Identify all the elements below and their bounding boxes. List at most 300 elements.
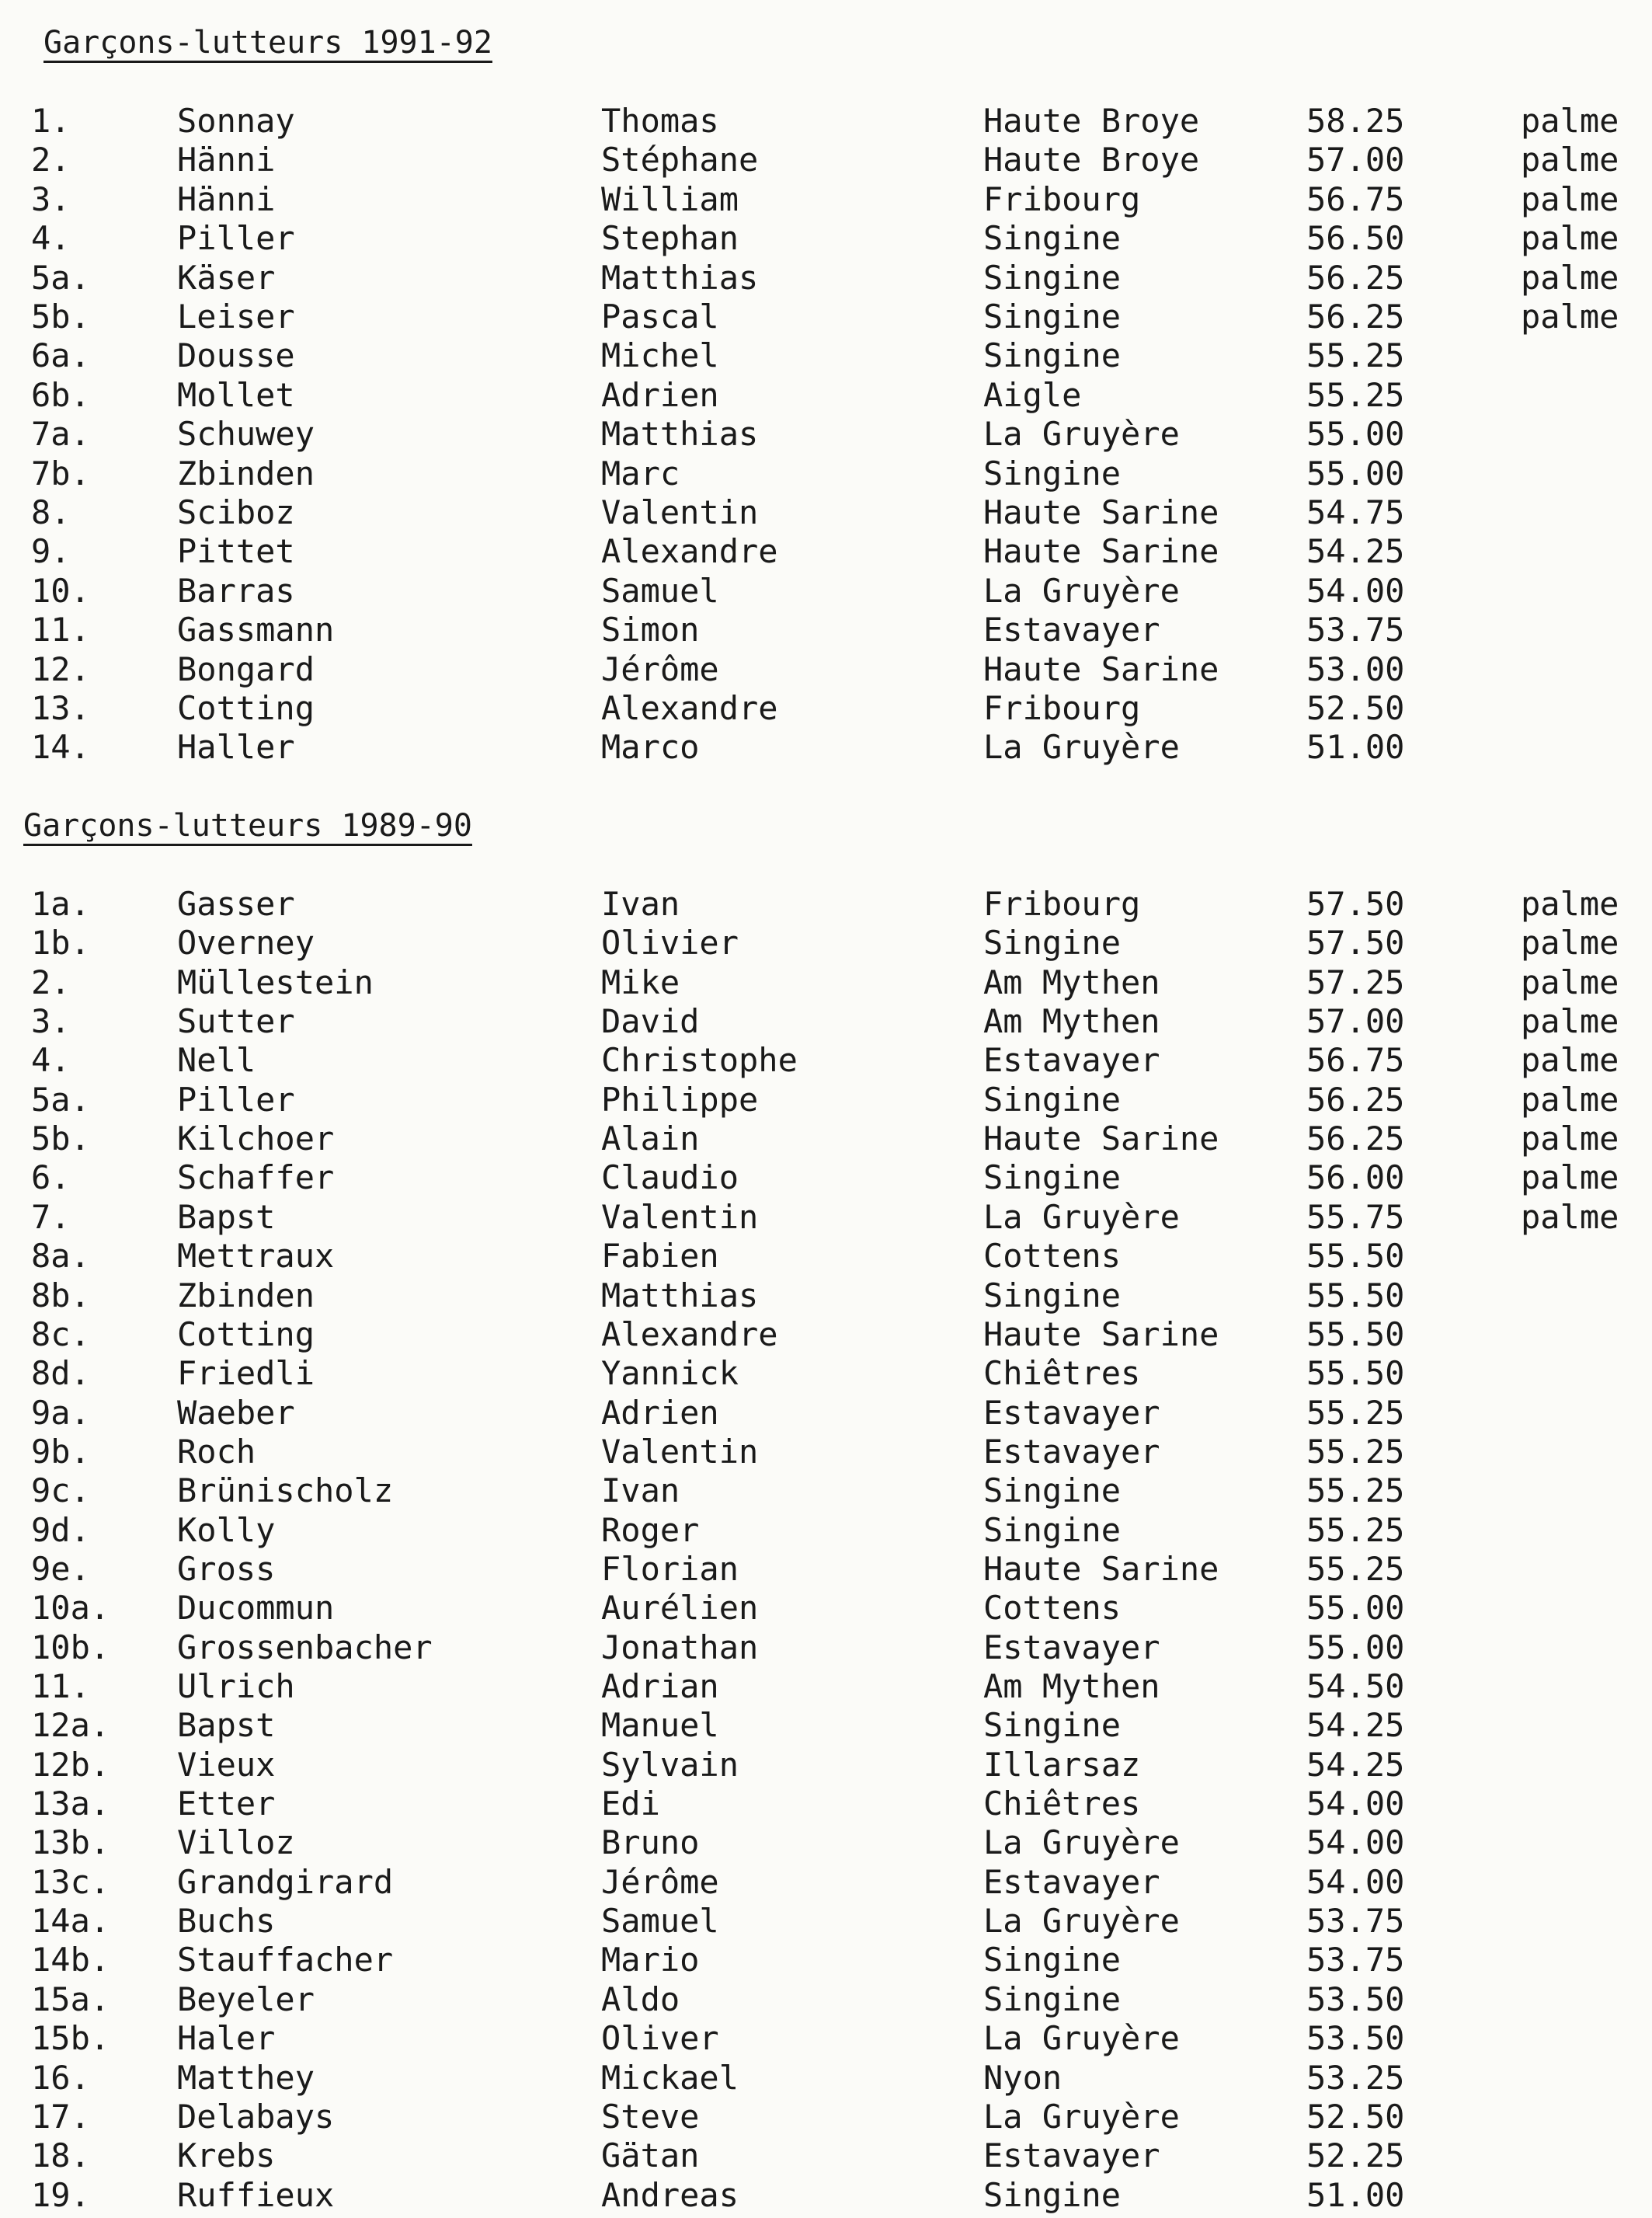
last-name-cell: Käser: [177, 258, 276, 297]
result-row: [0, 1784, 1652, 1823]
result-row: [0, 493, 1652, 532]
club-cell: Haute Sarine: [983, 493, 1219, 531]
score-cell: 57.00: [1306, 1002, 1405, 1041]
score-cell: 56.25: [1306, 1080, 1405, 1119]
first-name-cell: Olivier: [601, 924, 739, 963]
score-cell: 55.50: [1306, 1354, 1405, 1393]
first-name-cell: Alexandre: [601, 689, 778, 727]
result-row: [0, 2059, 1652, 2098]
rank-cell: 5a.: [31, 1080, 90, 1119]
rank-cell: 9c.: [31, 1471, 90, 1510]
club-cell: Chiêtres: [983, 1354, 1141, 1393]
club-cell: Cottens: [983, 1589, 1122, 1628]
result-row: [0, 376, 1652, 415]
result-row: [0, 728, 1652, 767]
score-cell: 54.00: [1306, 1784, 1405, 1823]
first-name-cell: Claudio: [601, 1158, 739, 1197]
score-cell: 56.25: [1306, 1119, 1405, 1158]
score-cell: 55.50: [1306, 1237, 1405, 1276]
score-cell: 54.00: [1306, 1823, 1405, 1862]
first-name-cell: Samuel: [601, 1902, 719, 1941]
rank-cell: 11.: [31, 1667, 90, 1705]
last-name-cell: Sutter: [177, 1002, 295, 1041]
rank-cell: 1.: [31, 102, 71, 140]
score-cell: 55.50: [1306, 1276, 1405, 1314]
last-name-cell: Nell: [177, 1041, 256, 1080]
rank-cell: 7a.: [31, 415, 90, 454]
first-name-cell: William: [601, 179, 739, 218]
first-name-cell: Valentin: [601, 1432, 759, 1471]
rank-cell: 8d.: [31, 1354, 90, 1393]
rank-cell: 13b.: [31, 1823, 110, 1862]
rank-cell: 18.: [31, 2136, 90, 2175]
result-row: [0, 2098, 1652, 2136]
first-name-cell: Manuel: [601, 1706, 719, 1745]
last-name-cell: Matthey: [177, 2058, 315, 2097]
first-name-cell: Aurélien: [601, 1589, 759, 1628]
rank-cell: 9e.: [31, 1549, 90, 1588]
score-cell: 53.75: [1306, 1902, 1405, 1941]
club-cell: Singine: [983, 1941, 1122, 1979]
club-cell: Haute Sarine: [983, 649, 1219, 688]
award-cell: palme: [1521, 141, 1619, 179]
rank-cell: 14b.: [31, 1941, 110, 1979]
first-name-cell: Edi: [601, 1784, 660, 1823]
last-name-cell: Pittet: [177, 532, 295, 571]
first-name-cell: Mickael: [601, 2058, 739, 2097]
last-name-cell: Overney: [177, 924, 315, 963]
first-name-cell: Matthias: [601, 415, 759, 454]
club-cell: La Gruyère: [983, 2019, 1180, 2058]
result-row: [0, 180, 1652, 219]
last-name-cell: Ducommun: [177, 1589, 335, 1628]
club-cell: Am Mythen: [983, 1002, 1160, 1041]
club-cell: Fribourg: [983, 885, 1141, 923]
rank-cell: 13.: [31, 689, 90, 727]
score-cell: 56.00: [1306, 1158, 1405, 1197]
award-cell: palme: [1521, 1002, 1619, 1041]
first-name-cell: Florian: [601, 1549, 739, 1588]
score-cell: 57.25: [1306, 963, 1405, 1001]
first-name-cell: Steve: [601, 2097, 700, 2136]
club-cell: Singine: [983, 1510, 1122, 1549]
last-name-cell: Piller: [177, 1080, 295, 1119]
score-cell: 54.50: [1306, 1667, 1405, 1705]
section-title: Garçons-lutteurs 1989-90: [23, 808, 472, 844]
last-name-cell: Bongard: [177, 649, 315, 688]
club-cell: Singine: [983, 454, 1122, 493]
score-cell: 53.75: [1306, 1941, 1405, 1979]
club-cell: Singine: [983, 1158, 1122, 1197]
score-cell: 54.75: [1306, 493, 1405, 531]
last-name-cell: Grossenbacher: [177, 1628, 433, 1666]
result-row: [0, 532, 1652, 571]
club-cell: La Gruyère: [983, 1823, 1180, 1862]
last-name-cell: Haller: [177, 728, 295, 767]
club-cell: Singine: [983, 2175, 1122, 2214]
result-row: [0, 1433, 1652, 1471]
rank-cell: 12b.: [31, 1745, 110, 1784]
rank-cell: 13a.: [31, 1784, 110, 1823]
result-row: [0, 1706, 1652, 1745]
last-name-cell: Piller: [177, 219, 295, 258]
score-cell: 55.25: [1306, 1432, 1405, 1471]
score-cell: 55.25: [1306, 1549, 1405, 1588]
club-cell: Cottens: [983, 1237, 1122, 1276]
rank-cell: 16.: [31, 2058, 90, 2097]
rank-cell: 3.: [31, 179, 71, 218]
first-name-cell: Ivan: [601, 1471, 680, 1510]
first-name-cell: Ivan: [601, 885, 680, 923]
award-cell: palme: [1521, 1119, 1619, 1158]
first-name-cell: Fabien: [601, 1237, 719, 1276]
first-name-cell: Roger: [601, 1510, 700, 1549]
score-cell: 53.00: [1306, 649, 1405, 688]
rank-cell: 9a.: [31, 1393, 90, 1432]
result-row: [0, 1980, 1652, 2019]
rank-cell: 15a.: [31, 1979, 110, 2018]
result-row: [0, 1863, 1652, 1902]
first-name-cell: Gätan: [601, 2136, 700, 2175]
first-name-cell: Jérôme: [601, 649, 719, 688]
rank-cell: 10a.: [31, 1589, 110, 1628]
club-cell: Estavayer: [983, 1041, 1160, 1080]
first-name-cell: Adrien: [601, 375, 719, 414]
rank-cell: 8a.: [31, 1237, 90, 1276]
club-cell: Estavayer: [983, 611, 1160, 649]
first-name-cell: Thomas: [601, 102, 719, 140]
first-name-cell: Stephan: [601, 219, 739, 258]
section-title: Garçons-lutteurs 1991-92: [43, 25, 492, 61]
club-cell: Singine: [983, 258, 1122, 297]
result-row: [0, 1198, 1652, 1237]
result-row: [0, 141, 1652, 179]
score-cell: 56.25: [1306, 258, 1405, 297]
result-row: [0, 1158, 1652, 1197]
rank-cell: 9.: [31, 532, 71, 571]
club-cell: Fribourg: [983, 179, 1141, 218]
first-name-cell: Adrian: [601, 1667, 719, 1705]
score-cell: 55.25: [1306, 375, 1405, 414]
first-name-cell: Stéphane: [601, 141, 759, 179]
last-name-cell: Bapst: [177, 1197, 276, 1236]
score-cell: 54.25: [1306, 532, 1405, 571]
last-name-cell: Grandgirard: [177, 1862, 394, 1901]
club-cell: Am Mythen: [983, 1667, 1160, 1705]
result-row: [0, 2176, 1652, 2215]
rank-cell: 8.: [31, 493, 71, 531]
result-row: [0, 611, 1652, 649]
result-row: [0, 689, 1652, 728]
result-row: [0, 572, 1652, 611]
club-cell: La Gruyère: [983, 1197, 1180, 1236]
last-name-cell: Kolly: [177, 1510, 276, 1549]
first-name-cell: Samuel: [601, 571, 719, 610]
score-cell: 55.75: [1306, 1197, 1405, 1236]
result-row: [0, 1394, 1652, 1433]
result-row: [0, 1471, 1652, 1510]
rank-cell: 7b.: [31, 454, 90, 493]
club-cell: La Gruyère: [983, 571, 1180, 610]
score-cell: 58.25: [1306, 102, 1405, 140]
score-cell: 55.25: [1306, 336, 1405, 375]
result-row: [0, 2136, 1652, 2175]
score-cell: 51.00: [1306, 2175, 1405, 2214]
club-cell: Singine: [983, 1276, 1122, 1314]
first-name-cell: Yannick: [601, 1354, 739, 1393]
score-cell: 52.25: [1306, 2136, 1405, 2175]
score-cell: 55.00: [1306, 1589, 1405, 1628]
score-cell: 55.00: [1306, 454, 1405, 493]
first-name-cell: Aldo: [601, 1979, 680, 2018]
rank-cell: 6.: [31, 1158, 71, 1197]
rank-cell: 7.: [31, 1197, 71, 1236]
first-name-cell: Mike: [601, 963, 680, 1001]
club-cell: Estavayer: [983, 1432, 1160, 1471]
last-name-cell: Beyeler: [177, 1979, 315, 2018]
result-row: [0, 1628, 1652, 1667]
last-name-cell: Roch: [177, 1432, 256, 1471]
score-cell: 55.25: [1306, 1393, 1405, 1432]
score-cell: 56.50: [1306, 219, 1405, 258]
result-row: [0, 963, 1652, 1002]
result-row: [0, 1354, 1652, 1393]
rank-cell: 10b.: [31, 1628, 110, 1666]
score-cell: 55.50: [1306, 1314, 1405, 1353]
last-name-cell: Sonnay: [177, 102, 295, 140]
result-row: [0, 454, 1652, 493]
last-name-cell: Mollet: [177, 375, 295, 414]
last-name-cell: Ruffieux: [177, 2175, 335, 2214]
result-row: [0, 1002, 1652, 1041]
last-name-cell: Stauffacher: [177, 1941, 394, 1979]
first-name-cell: Christophe: [601, 1041, 798, 1080]
award-cell: palme: [1521, 924, 1619, 963]
first-name-cell: Pascal: [601, 298, 719, 336]
club-cell: Singine: [983, 1706, 1122, 1745]
last-name-cell: Gasser: [177, 885, 295, 923]
club-cell: Haute Sarine: [983, 1549, 1219, 1588]
club-cell: Fribourg: [983, 689, 1141, 727]
first-name-cell: Jonathan: [601, 1628, 759, 1666]
score-cell: 57.00: [1306, 141, 1405, 179]
score-cell: 55.00: [1306, 1628, 1405, 1666]
first-name-cell: Oliver: [601, 2019, 719, 2058]
last-name-cell: Schuwey: [177, 415, 315, 454]
rank-cell: 6a.: [31, 336, 90, 375]
result-row: [0, 1511, 1652, 1550]
result-row: [0, 336, 1652, 375]
club-cell: La Gruyère: [983, 728, 1180, 767]
score-cell: 54.00: [1306, 1862, 1405, 1901]
last-name-cell: Zbinden: [177, 1276, 315, 1314]
club-cell: Estavayer: [983, 2136, 1160, 2175]
club-cell: La Gruyère: [983, 1902, 1180, 1941]
rank-cell: 9b.: [31, 1432, 90, 1471]
last-name-cell: Friedli: [177, 1354, 315, 1393]
score-cell: 53.50: [1306, 1979, 1405, 2018]
last-name-cell: Mettraux: [177, 1237, 335, 1276]
rank-cell: 1b.: [31, 924, 90, 963]
result-row: [0, 298, 1652, 336]
club-cell: Singine: [983, 219, 1122, 258]
result-row: [0, 1667, 1652, 1706]
award-cell: palme: [1521, 219, 1619, 258]
club-cell: Estavayer: [983, 1862, 1160, 1901]
rank-cell: 12.: [31, 649, 90, 688]
result-row: [0, 1081, 1652, 1119]
first-name-cell: Matthias: [601, 1276, 759, 1314]
rank-cell: 8b.: [31, 1276, 90, 1314]
rank-cell: 14a.: [31, 1902, 110, 1941]
score-cell: 54.00: [1306, 571, 1405, 610]
score-cell: 57.50: [1306, 885, 1405, 923]
result-row: [0, 1041, 1652, 1080]
last-name-cell: Gross: [177, 1549, 276, 1588]
first-name-cell: Matthias: [601, 258, 759, 297]
last-name-cell: Kilchoer: [177, 1119, 335, 1158]
last-name-cell: Gassmann: [177, 611, 335, 649]
score-cell: 54.25: [1306, 1745, 1405, 1784]
result-row: [0, 259, 1652, 298]
club-cell: Singine: [983, 1979, 1122, 2018]
score-cell: 52.50: [1306, 689, 1405, 727]
result-row: [0, 219, 1652, 258]
award-cell: palme: [1521, 1158, 1619, 1197]
rank-cell: 1a.: [31, 885, 90, 923]
result-row: [0, 1276, 1652, 1315]
result-row: [0, 102, 1652, 141]
first-name-cell: Alexandre: [601, 532, 778, 571]
award-cell: palme: [1521, 1080, 1619, 1119]
first-name-cell: Andreas: [601, 2175, 739, 2214]
score-cell: 56.25: [1306, 298, 1405, 336]
first-name-cell: Adrien: [601, 1393, 719, 1432]
result-row: [0, 650, 1652, 689]
last-name-cell: Buchs: [177, 1902, 276, 1941]
score-cell: 53.75: [1306, 611, 1405, 649]
club-cell: Chiêtres: [983, 1784, 1141, 1823]
club-cell: Singine: [983, 924, 1122, 963]
rank-cell: 12a.: [31, 1706, 110, 1745]
last-name-cell: Cotting: [177, 689, 315, 727]
club-cell: Haute Sarine: [983, 532, 1219, 571]
score-cell: 55.25: [1306, 1471, 1405, 1510]
result-row: [0, 885, 1652, 924]
first-name-cell: Sylvain: [601, 1745, 739, 1784]
rank-cell: 19.: [31, 2175, 90, 2214]
rank-cell: 6b.: [31, 375, 90, 414]
last-name-cell: Zbinden: [177, 454, 315, 493]
result-row: [0, 415, 1652, 454]
score-cell: 53.50: [1306, 2019, 1405, 2058]
award-cell: palme: [1521, 298, 1619, 336]
last-name-cell: Schaffer: [177, 1158, 335, 1197]
club-cell: Aigle: [983, 375, 1082, 414]
last-name-cell: Etter: [177, 1784, 276, 1823]
last-name-cell: Leiser: [177, 298, 295, 336]
club-cell: Nyon: [983, 2058, 1062, 2097]
first-name-cell: Valentin: [601, 1197, 759, 1236]
result-row: [0, 1119, 1652, 1158]
last-name-cell: Hänni: [177, 179, 276, 218]
score-cell: 51.00: [1306, 728, 1405, 767]
club-cell: Haute Sarine: [983, 1314, 1219, 1353]
club-cell: La Gruyère: [983, 2097, 1180, 2136]
score-cell: 56.75: [1306, 179, 1405, 218]
first-name-cell: David: [601, 1002, 700, 1041]
result-row: [0, 1315, 1652, 1354]
result-row: [0, 2019, 1652, 2058]
last-name-cell: Sciboz: [177, 493, 295, 531]
award-cell: palme: [1521, 1197, 1619, 1236]
result-row: [0, 1589, 1652, 1628]
club-cell: Illarsaz: [983, 1745, 1141, 1784]
club-cell: Estavayer: [983, 1628, 1160, 1666]
rank-cell: 10.: [31, 571, 90, 610]
score-cell: 55.00: [1306, 415, 1405, 454]
award-cell: palme: [1521, 1041, 1619, 1080]
club-cell: Singine: [983, 298, 1122, 336]
club-cell: Haute Sarine: [983, 1119, 1219, 1158]
last-name-cell: Ulrich: [177, 1667, 295, 1705]
first-name-cell: Mario: [601, 1941, 700, 1979]
result-row: [0, 1941, 1652, 1979]
last-name-cell: Barras: [177, 571, 295, 610]
award-cell: palme: [1521, 258, 1619, 297]
score-cell: 56.75: [1306, 1041, 1405, 1080]
last-name-cell: Brünischolz: [177, 1471, 394, 1510]
score-cell: 54.25: [1306, 1706, 1405, 1745]
first-name-cell: Valentin: [601, 493, 759, 531]
last-name-cell: Krebs: [177, 2136, 276, 2175]
last-name-cell: Vieux: [177, 1745, 276, 1784]
first-name-cell: Alain: [601, 1119, 700, 1158]
last-name-cell: Haler: [177, 2019, 276, 2058]
score-cell: 52.50: [1306, 2097, 1405, 2136]
first-name-cell: Alexandre: [601, 1314, 778, 1353]
first-name-cell: Marco: [601, 728, 700, 767]
result-row: [0, 1550, 1652, 1589]
rank-cell: 2.: [31, 963, 71, 1001]
result-row: [0, 1237, 1652, 1276]
club-cell: La Gruyère: [983, 415, 1180, 454]
rank-cell: 8c.: [31, 1314, 90, 1353]
club-cell: Singine: [983, 336, 1122, 375]
result-row: [0, 924, 1652, 963]
last-name-cell: Hänni: [177, 141, 276, 179]
rank-cell: 3.: [31, 1002, 71, 1041]
first-name-cell: Philippe: [601, 1080, 759, 1119]
score-cell: 53.25: [1306, 2058, 1405, 2097]
club-cell: Estavayer: [983, 1393, 1160, 1432]
rank-cell: 13c.: [31, 1862, 110, 1901]
award-cell: palme: [1521, 963, 1619, 1001]
last-name-cell: Dousse: [177, 336, 295, 375]
club-cell: Am Mythen: [983, 963, 1160, 1001]
result-row: [0, 1823, 1652, 1862]
award-cell: palme: [1521, 885, 1619, 923]
rank-cell: 5b.: [31, 298, 90, 336]
last-name-cell: Villoz: [177, 1823, 295, 1862]
rank-cell: 5a.: [31, 258, 90, 297]
award-cell: palme: [1521, 179, 1619, 218]
rank-cell: 14.: [31, 728, 90, 767]
first-name-cell: Simon: [601, 611, 700, 649]
first-name-cell: Bruno: [601, 1823, 700, 1862]
club-cell: Singine: [983, 1471, 1122, 1510]
first-name-cell: Jérôme: [601, 1862, 719, 1901]
